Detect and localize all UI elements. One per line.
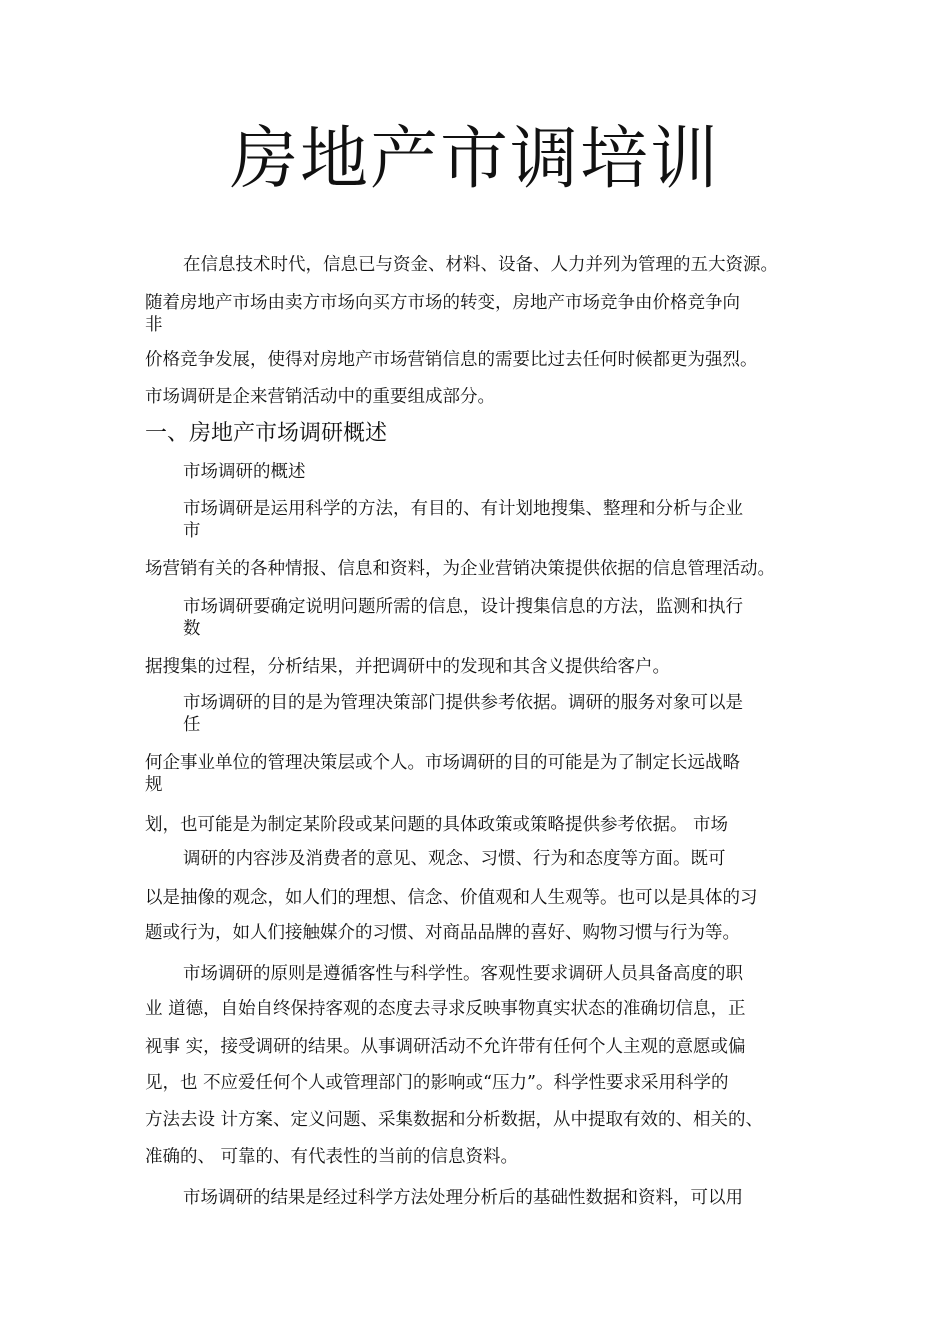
paragraph-line: 见，也 不应爱任何个人或管理部门的影响或“压力”。科学性要求采用科学的 [145, 1073, 729, 1093]
paragraph-line: 调研的内容涉及消费者的意见、观念、习惯、行为和态度等方面。既可 [183, 849, 726, 869]
paragraph-line: 市场调研要确定说明问题所需的信息，设计搜集信息的方法，监测和执行 [183, 597, 743, 617]
paragraph-line: 以是抽像的观念，如人们的理想、信念、价值观和人生观等。也可以是具体的习 [145, 888, 758, 908]
paragraph-line: 市场调研是运用科学的方法，有目的、有计划地搜集、整理和分析与企业 [183, 499, 743, 519]
paragraph-line: 划，也可能是为制定某阶段或某问题的具体政策或策略提供参考依据。 市场 [145, 815, 729, 835]
paragraph-line: 市场调研是企来营销活动中的重要组成部分。 [145, 387, 495, 407]
paragraph-line: 随着房地产市场由卖方市场向买方市场的转变，房地产市场竞争由价格竞争向 [145, 293, 740, 313]
paragraph-line: 数 [183, 619, 201, 639]
paragraph-line: 准确的、 可靠的、有代表性的当前的信息资料。 [145, 1147, 519, 1167]
paragraph-line: 任 [183, 715, 201, 735]
paragraph-line: 市场调研的结果是经过科学方法处理分析后的基础性数据和资料，可以用 [183, 1188, 743, 1208]
paragraph-line: 视事 实，接受调研的结果。从事调研活动不允许带有任何个人主观的意愿或偏 [145, 1037, 746, 1057]
paragraph-line: 据搜集的过程，分析结果，并把调研中的发现和其含义提供给客户。 [145, 657, 670, 677]
paragraph-line: 业 道德，自始自终保持客观的态度去寻求反映事物真实状态的准确切信息，正 [145, 999, 746, 1019]
document-title: 房地产市调培训 [229, 120, 720, 199]
paragraph-line: 非 [145, 315, 163, 335]
paragraph-line: 市场调研的目的是为管理决策部门提供参考依据。调研的服务对象可以是 [183, 693, 743, 713]
paragraph-line: 价格竞争发展，使得对房地产市场营销信息的需要比过去任何时候都更为强烈。 [145, 350, 758, 370]
paragraph-line: 在信息技术时代，信息已与资金、材料、设备、人力并列为管理的五大资源。 [183, 255, 778, 275]
paragraph-line: 方法去设 计方案、定义问题、采集数据和分析数据，从中提取有效的、相关的、 [145, 1110, 764, 1130]
paragraph-line: 市场调研的原则是遵循客性与科学性。客观性要求调研人员具备高度的职 [183, 964, 743, 984]
paragraph-line: 何企事业单位的管理决策层或个人。市场调研的目的可能是为了制定长远战略 [145, 753, 740, 773]
paragraph-line: 市 [183, 521, 201, 541]
paragraph-line: 市场调研的概述 [183, 462, 306, 482]
paragraph-line: 题或行为，如人们接触媒介的习惯、对商品品牌的喜好、购物习惯与行为等。 [145, 923, 740, 943]
paragraph-line: 场营销有关的各种情报、信息和资料，为企业营销决策提供依据的信息管理活动。 [145, 559, 775, 579]
paragraph-line: 规 [145, 775, 163, 795]
section-heading: 一、房地产市场调研概述 [145, 421, 388, 446]
